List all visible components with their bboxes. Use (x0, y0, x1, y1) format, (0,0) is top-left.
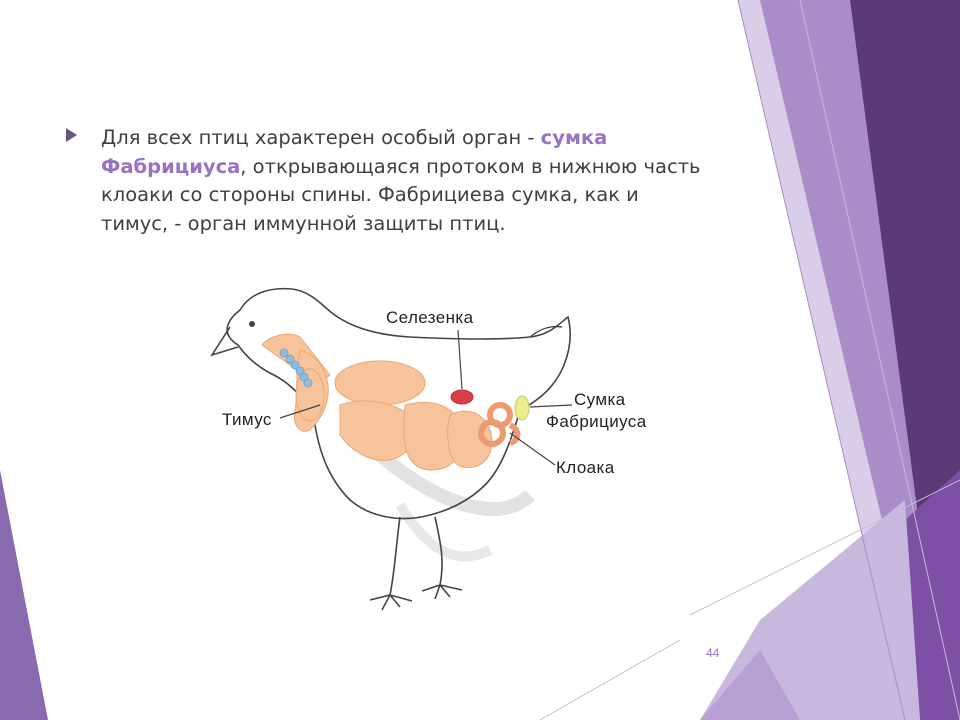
label-bursa-line2: Фабрициуса (546, 412, 647, 431)
eye (249, 321, 255, 327)
bullet-text-end: , открывающаяся протоком в нижнюю часть клоаки со стороны спины. Фабрициева сумка, как и тимус, - орган иммунной защиты птиц. (101, 154, 701, 235)
bullet-block (66, 124, 706, 238)
page-number: 44 (706, 646, 720, 660)
label-bursa-line1: Сумка (574, 390, 626, 409)
bullet-text-start: Для всех птиц характерен особый орган - (101, 126, 541, 149)
label-spleen: Селезенка (386, 308, 474, 327)
leg-front (370, 517, 412, 610)
label-thymus: Тимус (222, 410, 272, 429)
bullet-triangle-icon (66, 128, 77, 142)
beak (212, 327, 238, 355)
bullet-highlight: сумка Фабрициуса (101, 126, 608, 178)
spleen-organ (451, 390, 473, 404)
bird-anatomy-diagram (200, 255, 680, 625)
bursa-organ (515, 396, 529, 420)
label-cloaca: Клоака (556, 458, 615, 477)
deco-left-band (0, 470, 48, 720)
bullet-text (101, 124, 706, 238)
